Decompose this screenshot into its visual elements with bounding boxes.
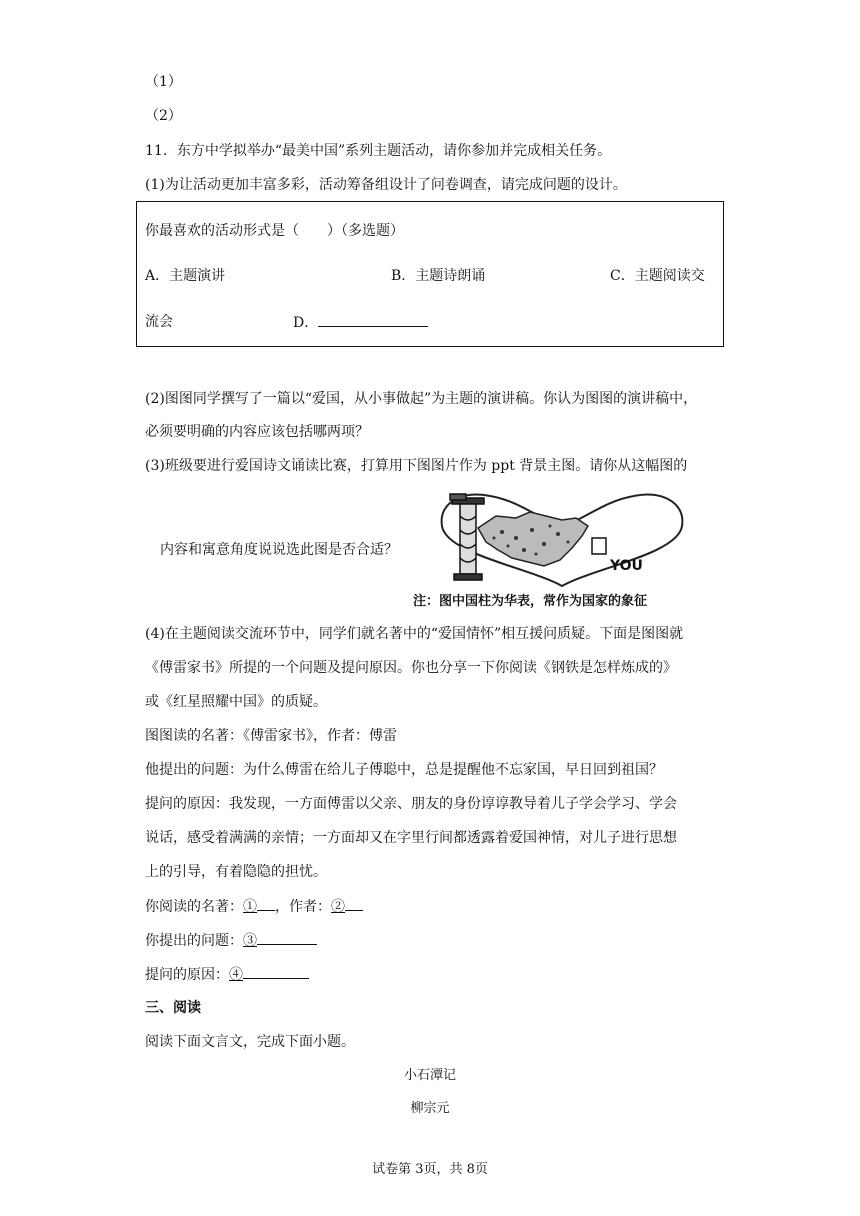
your-question-label: 你提出的问题： xyxy=(145,933,243,949)
blank-mark-3: ③ xyxy=(243,933,257,949)
essay-title: 小石潭记 xyxy=(403,1068,456,1083)
blank-mark-4: ④ xyxy=(229,967,243,983)
your-book-line xyxy=(145,896,363,917)
figure-note: 注：图中国柱为华表，常作为国家的象征 xyxy=(413,594,648,609)
question-11-part-1: (1)为让活动更加丰富多彩，活动筹备组设计了问卷调查，请完成问题的设计。 xyxy=(145,177,627,193)
blank-1[interactable] xyxy=(257,896,275,911)
option-c-continued: 流会 xyxy=(145,314,173,330)
question-11-part-2-line-1: (2)图图同学撰写了一篇以“爱国，从小事做起”为主题的演讲稿。你认为图图的演讲稿中， xyxy=(145,391,698,407)
question-11-part-2-line-2: 必须要明确的内容应该包括哪两项？ xyxy=(145,424,369,440)
option-b: B．主题诗朗诵 xyxy=(391,268,486,284)
your-book-label: 你阅读的名著： xyxy=(145,899,243,915)
blank-mark-2: ② xyxy=(331,899,345,915)
option-a: A．主题演讲 xyxy=(145,268,226,284)
sub-item-1: （1） xyxy=(145,74,182,90)
your-question-line xyxy=(145,930,317,951)
your-reason-line xyxy=(145,964,309,985)
essay-author: 柳宗元 xyxy=(410,1101,450,1116)
question-11-part-3-line-2: 内容和寓意角度说说选此图是否合适？ xyxy=(160,542,398,558)
question-11-title: 11．东方中学拟举办“最美中国”系列主题活动，请你参加并完成相关任务。 xyxy=(145,143,612,159)
question-11-part-4-line-1: (4)在主题阅读交流环节中，同学们就名著中的“爱国情怀”相互援问质疑。下面是图图就 xyxy=(145,626,684,642)
your-reason-label: 提问的原因： xyxy=(145,967,229,983)
blank-2[interactable] xyxy=(345,896,363,911)
option-d xyxy=(293,312,428,333)
option-d-label: D． xyxy=(293,315,319,331)
survey-box xyxy=(136,201,724,347)
question-11-part-4-line-3: 或《红星照耀中国》的质疑。 xyxy=(145,694,327,710)
sub-item-2: （2） xyxy=(145,108,182,124)
section-3-instruction: 阅读下面文言文，完成下面小题。 xyxy=(145,1034,355,1050)
blank-4[interactable] xyxy=(243,964,309,979)
blank-mark-1: ① xyxy=(243,899,257,915)
tutu-book-line: 图图读的名著：《傅雷家书》，作者：傅雷 xyxy=(145,728,397,744)
tutu-question-line: 他提出的问题：为什么傅雷在给儿子傅聪中，总是提醒他不忘家国，早日回到祖国？ xyxy=(145,762,663,778)
question-11-part-4-line-2: 《傅雷家书》所提的一个问题及提问原因。你也分享一下你阅读《钢铁是怎样炼成的》 xyxy=(145,660,677,676)
figure-you-text: YOU xyxy=(610,558,643,574)
page-footer: 试卷第 3页，共 8页 xyxy=(372,1162,488,1177)
reason-line-2: 说话，感受着满满的亲情；一方面却又在字里行间都透露着爱国神情，对儿子进行思想 xyxy=(145,830,677,846)
option-c: C．主题阅读交 xyxy=(610,268,705,284)
blank-3[interactable] xyxy=(257,930,317,945)
option-d-blank[interactable] xyxy=(318,312,428,327)
small-flag-shape xyxy=(592,538,606,554)
reason-line-3: 上的引导，有着隐隐的担忧。 xyxy=(145,864,327,880)
author-label: ，作者： xyxy=(275,899,331,915)
section-3-heading: 三、阅读 xyxy=(145,1000,201,1016)
survey-question: 你最喜欢的活动形式是（ ）（多选题） xyxy=(145,223,404,239)
question-11-part-3-line-1: (3)班级要进行爱国诗文诵读比赛，打算用下图图片作为 ppt 背景主图。请你从这幅图的 xyxy=(145,458,688,474)
reason-line-1: 提问的原因：我发现，一方面傅雷以父亲、朋友的身份谆谆教导着儿子学会学习、学会 xyxy=(145,796,677,812)
